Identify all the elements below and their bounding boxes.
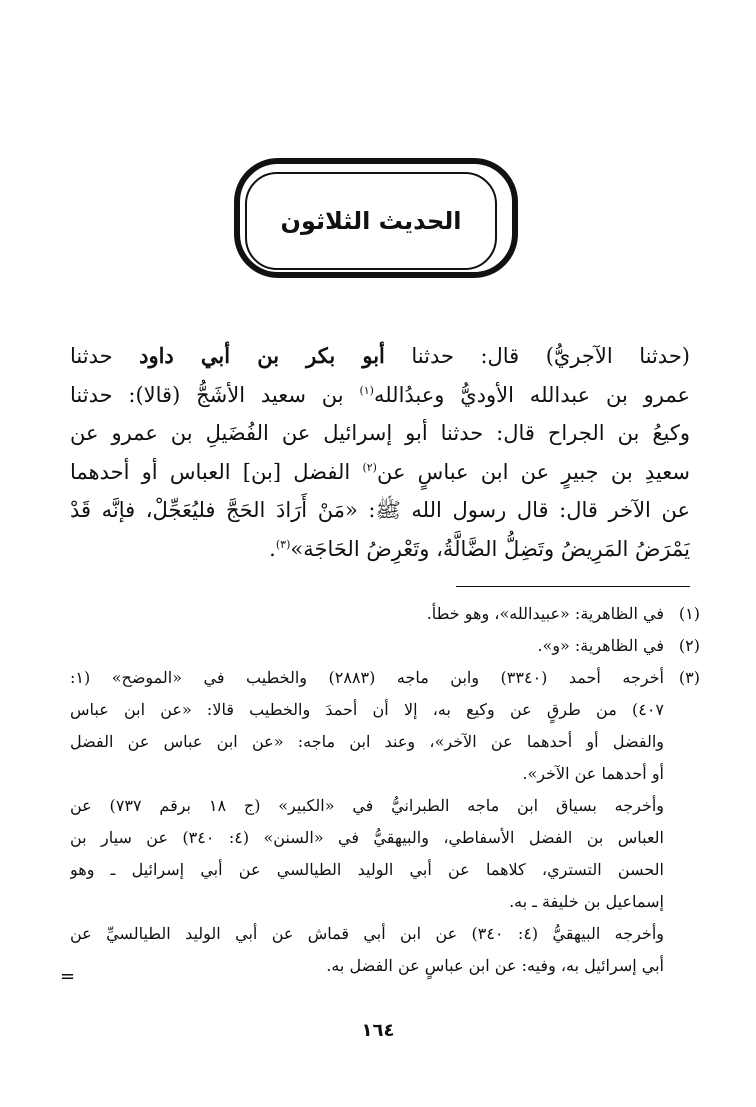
- footnote-line: العباس بن الفضل الأسفاطي، والبيهقيُّ في «السنن» (٤: ٣٤٠) عن سيار بن: [70, 828, 664, 847]
- footnote-ref: (١): [359, 383, 374, 397]
- text-segment: يَمْرَضُ المَرِيضُ وتَضِلُّ الضَّالَّةُ، وتَعْرِضُ الحَاجَة»: [290, 536, 690, 561]
- footnote-line: أخرجه أحمد (٣٣٤٠) وابن ماجه (٢٨٨٣) والخطيب في «الموضح» (١:: [70, 668, 664, 687]
- footnote-line: وأخرجه البيهقيُّ (٤: ٣٤٠) عن ابن أبي قماش عن أبي الوليد الطيالسيِّ عن: [70, 924, 664, 943]
- footnote-ref: (٢): [362, 460, 377, 474]
- footnote-line: وأخرجه بسياق ابن ماجه الطبرانيُّ في «الكبير» (ج ١٨ برقم ٧٣٧) عن: [70, 796, 664, 815]
- main-line: [70, 491, 690, 530]
- page-number: ١٦٤: [361, 1020, 395, 1041]
- footnote-line: والفضل أو أحدهما عن الآخر»، وعند ابن ماجه: «عن ابن عباس عن الفضل: [70, 732, 664, 751]
- text-segment: (حدثنا الآجريُّ) قال: حدثنا: [384, 344, 690, 368]
- footnote-line: في الظاهرية: «و».: [537, 636, 664, 655]
- footnote-separator: [456, 586, 690, 587]
- footnote-line: ٤٠٧) من طرقٍ عن وكيع به، إلا أن أحمدَ والخطيب قالا: «عن ابن عباس: [70, 700, 664, 719]
- footnote-line: في الظاهرية: «عبيدالله»، وهو خطأ.: [426, 604, 664, 623]
- footnote: [70, 662, 700, 982]
- footnote-line: أبي إسرائيل به، وفيه: عن ابن عباسٍ عن الفضل به.: [326, 956, 664, 975]
- main-line: [70, 414, 690, 453]
- title-frame-inner: [245, 172, 497, 270]
- main-line: [70, 376, 690, 415]
- text-segment: بن سعيد الأشَجُّ (قالا): حدثنا: [70, 382, 360, 407]
- text-segment: سعيدِ بن جبيرٍ عن ابن عباسٍ عن: [376, 459, 690, 484]
- main-line: [70, 337, 690, 376]
- main-line: [70, 530, 690, 569]
- text-segment: .: [269, 536, 276, 561]
- text-segment: حدثنا: [70, 344, 140, 368]
- page-title: الحديث الثلاثون: [280, 207, 462, 235]
- main-line: [70, 453, 690, 492]
- narrator-name: أبو بكر بن أبي داود: [139, 343, 385, 368]
- hadith-text: [70, 337, 690, 569]
- footnote-line: أو أحدهما عن الآخر».: [522, 764, 664, 783]
- footnotes: [70, 598, 700, 982]
- footnote-number: (٢): [678, 636, 700, 655]
- footnote: [70, 598, 700, 630]
- footnote-number: (٣): [678, 668, 700, 687]
- footnote-ref: (٣): [275, 537, 291, 551]
- footnote-line: إسماعيل بن خليفة ـ به.: [509, 892, 664, 911]
- text-segment: عن الآخر قال: قال رسول الله ﷺ: «مَنْ أَرَادَ الحَجَّ فليُعَجِّلْ، فإنَّه قَدْ: [70, 498, 690, 523]
- text-segment: عمرو بن عبدالله الأوديُّ وعبدُالله: [373, 382, 690, 407]
- text-segment: وكيعُ بن الجراح قال: حدثنا أبو إسرائيل عن الفُضَيلِ بن عمرو عن: [70, 421, 690, 446]
- footnote-number: (١): [678, 604, 700, 623]
- text-segment: الفضل [بن] العباس أو أحدهما: [70, 459, 363, 484]
- continuation-mark: =: [60, 966, 76, 987]
- footnote-line: الحسن التستري، كلاهما عن أبي الوليد الطيالسي عن أبي إسرائيل ـ وهو: [70, 860, 664, 879]
- footnote: [70, 630, 700, 662]
